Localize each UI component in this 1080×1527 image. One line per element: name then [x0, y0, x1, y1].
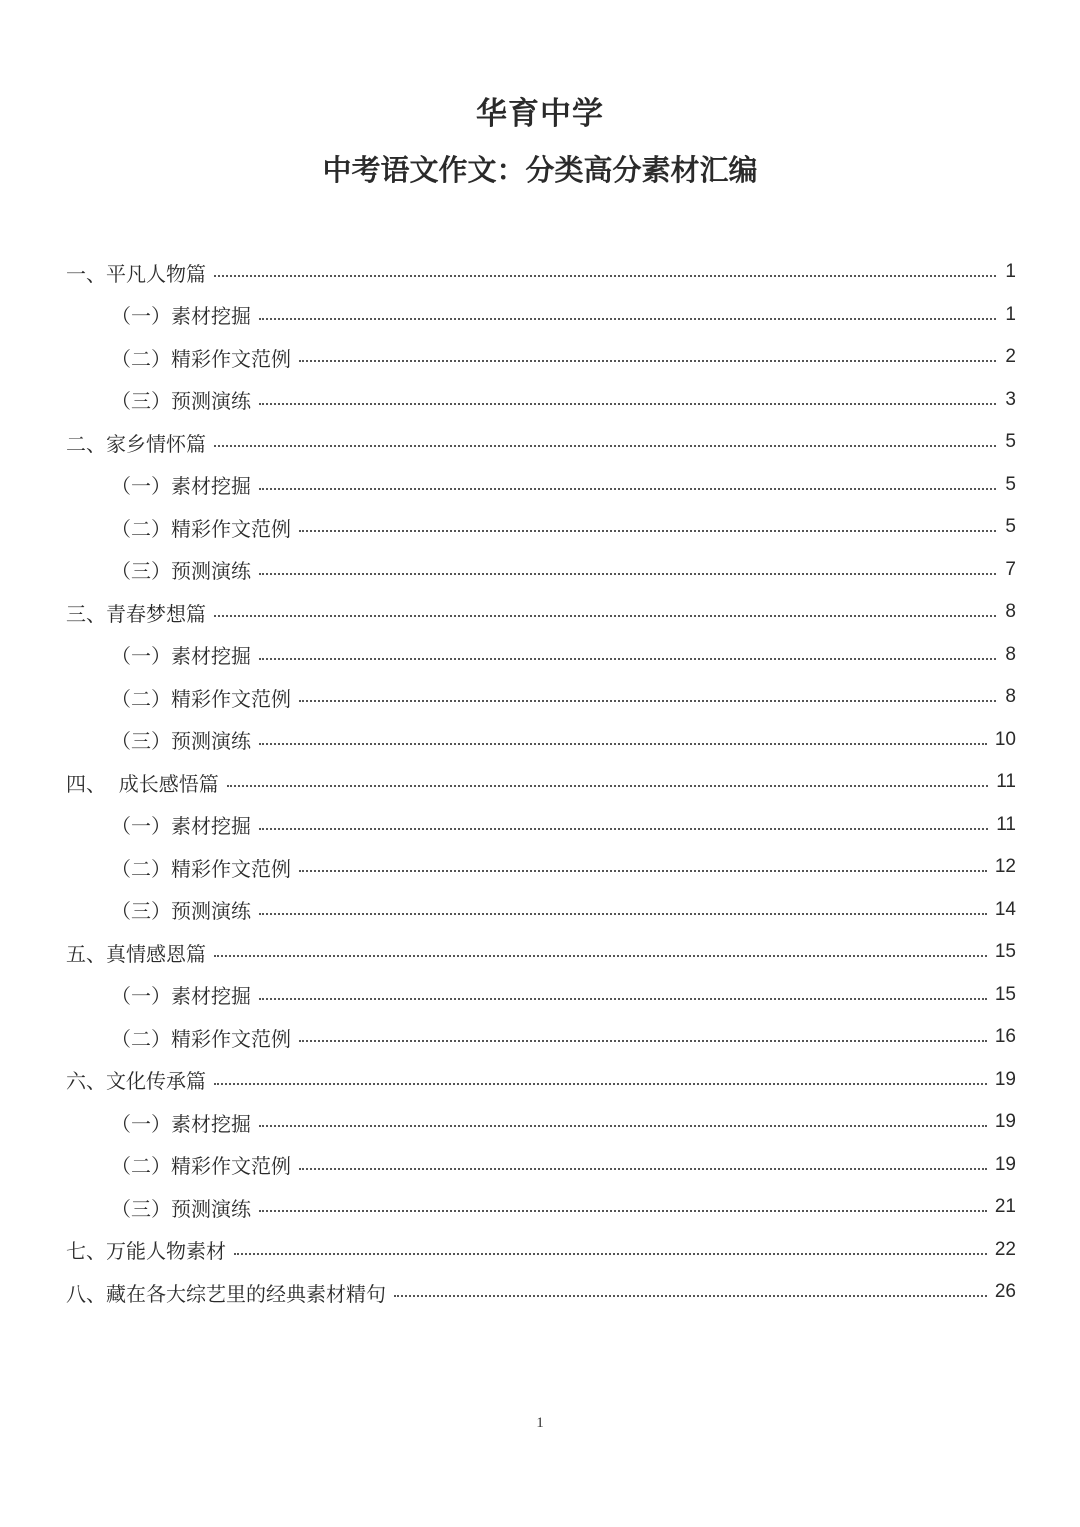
- toc-entry-page: 10: [994, 728, 1016, 750]
- school-title: 华育中学: [476, 96, 604, 132]
- toc-entry-label: （三）预测演练: [111, 899, 251, 924]
- toc-subsection-entry[interactable]: [66, 889, 1016, 932]
- toc-dot-leader: [299, 1168, 987, 1170]
- toc-section-entry[interactable]: [66, 1059, 1016, 1102]
- toc-subsection-entry[interactable]: [66, 294, 1016, 337]
- toc-dot-leader: [259, 998, 987, 1000]
- toc-entry-page: 1: [1005, 261, 1016, 283]
- toc-entry-page: 14: [994, 898, 1016, 920]
- toc-subsection-entry[interactable]: [66, 549, 1016, 592]
- toc-dot-leader: [214, 615, 996, 617]
- toc-entry-label: （二）精彩作文范例: [111, 856, 291, 881]
- toc-dot-leader: [259, 743, 987, 745]
- toc-subsection-entry[interactable]: [66, 1016, 1016, 1059]
- toc-entry-page: 5: [1005, 516, 1016, 538]
- toc-subsection-entry[interactable]: [66, 1186, 1016, 1229]
- toc-subsection-entry[interactable]: [66, 804, 1016, 847]
- toc-dot-leader: [214, 955, 987, 957]
- toc-entry-label: （三）预测演练: [111, 729, 251, 754]
- toc-subsection-entry[interactable]: [66, 379, 1016, 422]
- toc-entry-label: （二）精彩作文范例: [111, 346, 291, 371]
- toc-entry-label: （一）素材挖掘: [111, 814, 251, 839]
- toc-section-entry[interactable]: [66, 931, 1016, 974]
- toc-entry-label: 七、万能人物素材: [66, 1239, 226, 1264]
- toc-entry-page: 11: [996, 813, 1016, 835]
- toc-entry-label: 二、家乡情怀篇: [66, 431, 206, 456]
- toc-entry-label: （三）预测演练: [111, 559, 251, 584]
- toc-entry-page: 12: [994, 856, 1016, 878]
- toc-entry-label: （一）素材挖掘: [111, 984, 251, 1009]
- toc-entry-label: 六、文化传承篇: [66, 1069, 206, 1094]
- toc-subsection-entry[interactable]: [66, 719, 1016, 762]
- toc-dot-leader: [394, 1295, 987, 1297]
- toc-section-entry[interactable]: [66, 1271, 1016, 1314]
- toc-dot-leader: [259, 828, 988, 830]
- toc-entry-page: 8: [1005, 686, 1016, 708]
- toc-subsection-entry[interactable]: [66, 846, 1016, 889]
- toc-entry-page: 22: [994, 1238, 1016, 1260]
- toc-entry-page: 5: [1005, 473, 1016, 495]
- toc-entry-page: 8: [1005, 643, 1016, 665]
- toc-entry-label: 四、 成长感悟篇: [66, 771, 219, 796]
- toc-entry-page: 11: [996, 771, 1016, 793]
- toc-dot-leader: [259, 488, 996, 490]
- toc-entry-label: 八、藏在各大综艺里的经典素材精句: [66, 1281, 386, 1306]
- toc-entry-page: 3: [1005, 388, 1016, 410]
- toc-dot-leader: [299, 360, 996, 362]
- toc-entry-page: 16: [994, 1026, 1016, 1048]
- toc-section-entry[interactable]: [66, 1229, 1016, 1272]
- toc-dot-leader: [299, 1040, 987, 1042]
- toc-dot-leader: [234, 1253, 987, 1255]
- toc-dot-leader: [259, 1210, 987, 1212]
- toc-section-entry[interactable]: [66, 421, 1016, 464]
- toc-dot-leader: [299, 870, 987, 872]
- toc-entry-page: 19: [994, 1153, 1016, 1175]
- toc-entry-page: 2: [1005, 346, 1016, 368]
- toc-entry-page: 8: [1005, 601, 1016, 623]
- toc-entry-label: （三）预测演练: [111, 389, 251, 414]
- toc-entry-label: （二）精彩作文范例: [111, 1026, 291, 1051]
- toc-entry-page: 15: [994, 941, 1016, 963]
- toc-subsection-entry[interactable]: [66, 1144, 1016, 1187]
- toc-entry-label: （一）素材挖掘: [111, 474, 251, 499]
- toc-entry-label: 三、青春梦想篇: [66, 601, 206, 626]
- toc-entry-page: 5: [1005, 431, 1016, 453]
- toc-entry-label: （二）精彩作文范例: [111, 516, 291, 541]
- toc-section-entry[interactable]: [66, 761, 1016, 804]
- toc-dot-leader: [227, 785, 989, 787]
- toc-entry-label: 五、真情感恩篇: [66, 941, 206, 966]
- table-of-contents: [66, 251, 1016, 1314]
- toc-dot-leader: [259, 1125, 987, 1127]
- toc-subsection-entry[interactable]: [66, 634, 1016, 677]
- toc-subsection-entry[interactable]: [66, 1101, 1016, 1144]
- toc-entry-page: 19: [994, 1111, 1016, 1133]
- toc-entry-label: （二）精彩作文范例: [111, 686, 291, 711]
- toc-section-entry[interactable]: [66, 591, 1016, 634]
- toc-dot-leader: [259, 403, 996, 405]
- toc-dot-leader: [214, 275, 996, 277]
- toc-dot-leader: [299, 700, 996, 702]
- toc-subsection-entry[interactable]: [66, 336, 1016, 379]
- document-title: 中考语文作文：分类高分素材汇编: [322, 153, 758, 187]
- toc-subsection-entry[interactable]: [66, 464, 1016, 507]
- toc-entry-page: 7: [1005, 558, 1016, 580]
- toc-entry-label: （一）素材挖掘: [111, 1111, 251, 1136]
- toc-entry-page: 19: [994, 1068, 1016, 1090]
- toc-dot-leader: [259, 318, 996, 320]
- toc-entry-label: （三）预测演练: [111, 1196, 251, 1221]
- toc-entry-label: （一）素材挖掘: [111, 304, 251, 329]
- toc-entry-page: 26: [994, 1281, 1016, 1303]
- toc-entry-label: （一）素材挖掘: [111, 644, 251, 669]
- toc-dot-leader: [299, 530, 996, 532]
- toc-entry-label: 一、平凡人物篇: [66, 261, 206, 286]
- toc-entry-page: 15: [994, 983, 1016, 1005]
- toc-entry-page: 1: [1005, 303, 1016, 325]
- toc-subsection-entry[interactable]: [66, 676, 1016, 719]
- toc-subsection-entry[interactable]: [66, 506, 1016, 549]
- page-number: 1: [536, 1415, 544, 1431]
- toc-section-entry[interactable]: [66, 251, 1016, 294]
- toc-entry-page: 21: [994, 1196, 1016, 1218]
- toc-dot-leader: [259, 573, 996, 575]
- toc-dot-leader: [259, 658, 996, 660]
- toc-entry-label: （二）精彩作文范例: [111, 1154, 291, 1179]
- toc-dot-leader: [214, 445, 996, 447]
- toc-dot-leader: [214, 1083, 987, 1085]
- toc-subsection-entry[interactable]: [66, 974, 1016, 1017]
- toc-dot-leader: [259, 913, 987, 915]
